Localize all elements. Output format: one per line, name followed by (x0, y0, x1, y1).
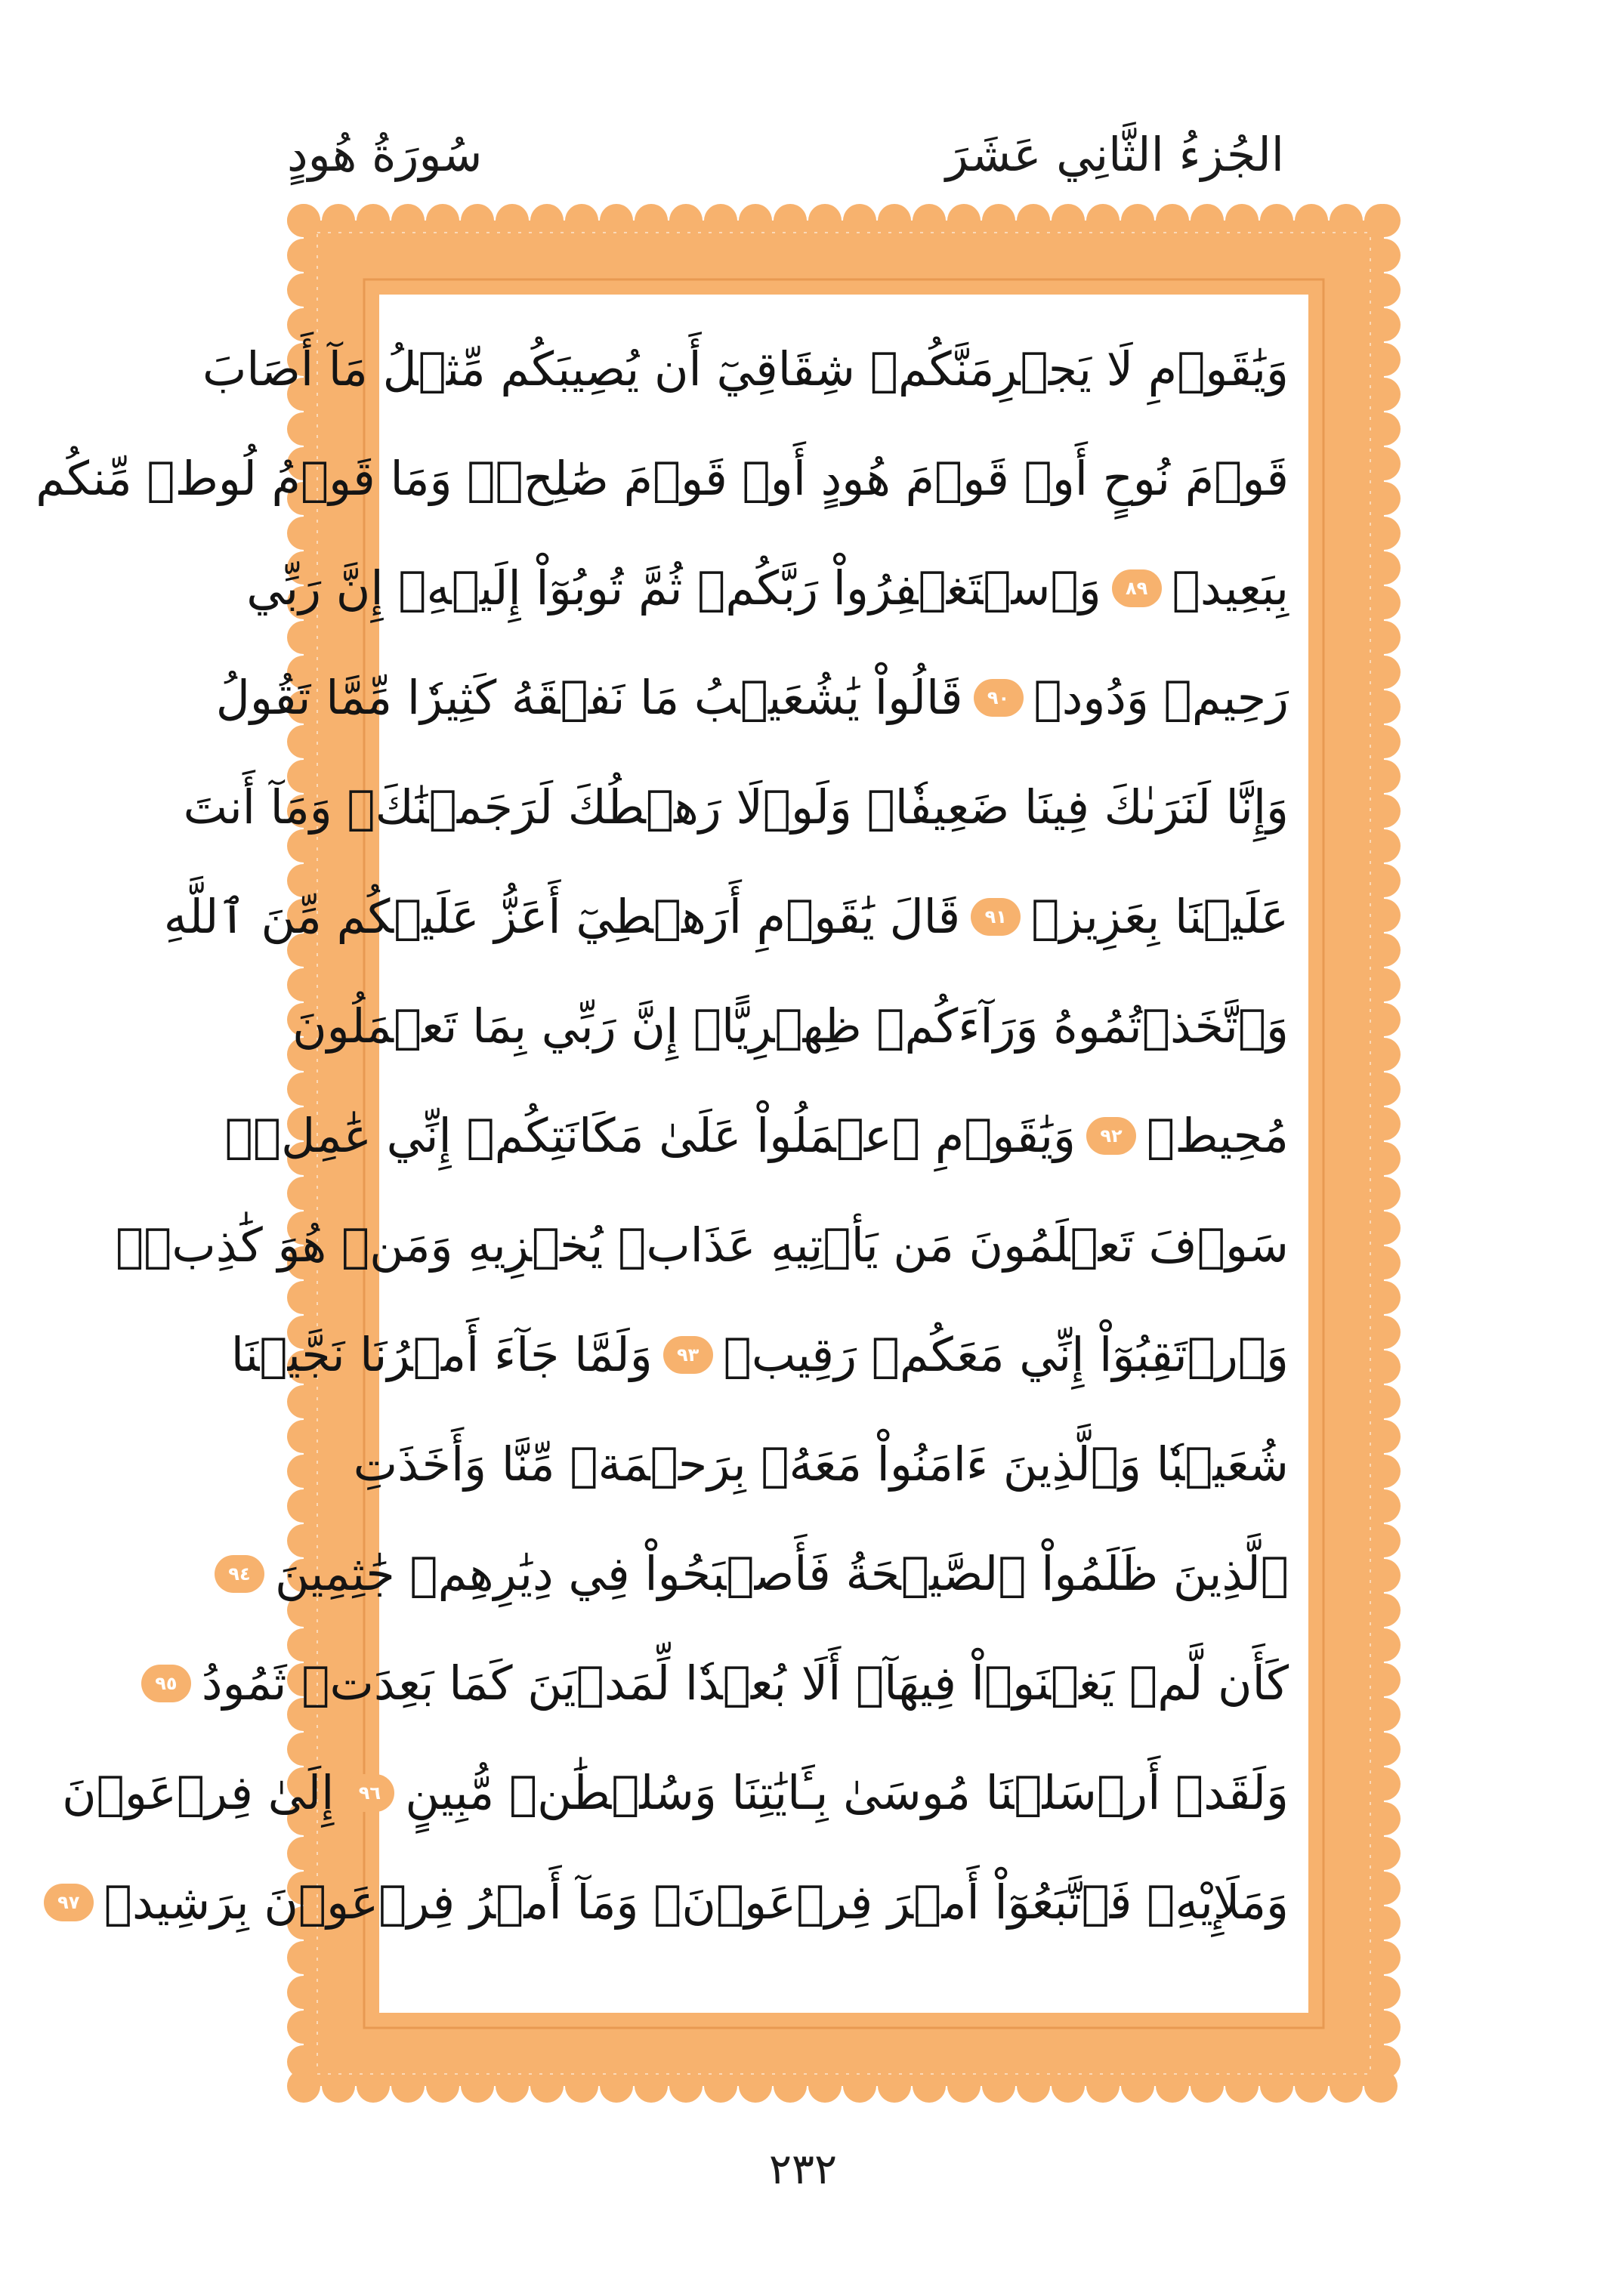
text-line (62, 1738, 1289, 1847)
scallop (287, 1489, 320, 1523)
ayah-number-marker: ٩٥ (141, 1665, 191, 1702)
text-line (155, 1628, 1289, 1738)
text-line (183, 752, 1289, 862)
scallop (1367, 1281, 1401, 1314)
scallop (669, 204, 703, 237)
scallop (1367, 308, 1401, 341)
scallop (1367, 760, 1401, 793)
scallop (1367, 1246, 1401, 1279)
scallop (1367, 690, 1401, 724)
verse-text: بِبَعِيدٖ (1172, 560, 1289, 616)
scallop (1156, 2069, 1189, 2103)
ayah-number-marker: ٩٢ (1086, 1117, 1136, 1155)
scallop (1367, 621, 1401, 654)
scallop (1121, 204, 1154, 237)
scallop (1367, 1316, 1401, 1349)
scallop (1367, 1385, 1401, 1418)
verse-text: وَيَٰقَوۡمِ ٱعۡمَلُواْ عَلَىٰ مَكَانَتِكُمۡ إِنِّي عَٰمِلٞۖ (224, 1108, 1076, 1163)
scallop (1367, 482, 1401, 515)
scallop (287, 621, 320, 654)
scallop (1225, 2069, 1259, 2103)
scallop (1121, 2069, 1154, 2103)
scallop (982, 2069, 1015, 2103)
scallop (1367, 899, 1401, 932)
scallop (635, 204, 668, 237)
scallop (878, 204, 911, 237)
quran-text-area (36, 295, 1308, 2013)
scallop (1017, 204, 1050, 237)
ayah-number-marker: ٩٣ (663, 1336, 713, 1374)
scallop (287, 308, 320, 341)
scallop (739, 2069, 772, 2103)
verse-text: وَٱسۡتَغۡفِرُواْ رَبَّكُمۡ ثُمَّ تُوبُوٓاْ إِلَيۡهِۚ إِنَّ رَبِّي (246, 560, 1101, 616)
scallop (287, 412, 320, 446)
text-line (36, 424, 1289, 533)
scallop (391, 204, 425, 237)
scallop (1367, 1524, 1401, 1557)
scallop (287, 273, 320, 307)
scallop (1367, 2045, 1401, 2078)
verse-text: قَوۡمَ نُوحٍ أَوۡ قَوۡمَ هُودٍ أَوۡ قَوۡمَ صَٰلِحٖۚ وَمَا قَوۡمُ لُوطٖ مِّنكُم (36, 451, 1289, 506)
scallop (1367, 343, 1401, 376)
scallop (287, 204, 320, 237)
ayah-number-marker: ٩٠ (974, 679, 1024, 717)
scallop (913, 204, 946, 237)
scallop (1367, 968, 1401, 1001)
text-lines (36, 314, 1289, 1957)
verse-text: سَوۡفَ تَعۡلَمُونَ مَن يَأۡتِيهِ عَذَابٞ يُخۡزِيهِ وَمَنۡ هُوَ كَٰذِبٞۖ (115, 1217, 1289, 1273)
text-line (353, 1409, 1289, 1519)
verse-text: قَالَ يَٰقَوۡمِ أَرَهۡطِيٓ أَعَزُّ عَلَيۡكُم مِّنَ ٱللَّهِ (163, 889, 961, 944)
ayah-number-marker: ٨٩ (1112, 569, 1162, 607)
scallop (1367, 1698, 1401, 1731)
text-line (57, 1847, 1289, 1957)
scallop (774, 204, 807, 237)
verse-text: إِلَىٰ فِرۡعَوۡنَ (62, 1765, 335, 1820)
scallop (1367, 1038, 1401, 1071)
scallop (1367, 1072, 1401, 1106)
scallop (1367, 829, 1401, 863)
text-line (215, 643, 1289, 752)
scallop (1367, 551, 1401, 585)
scallop (1367, 517, 1401, 550)
scallop (530, 2069, 564, 2103)
scallop (287, 1941, 320, 1974)
scallop (287, 1072, 320, 1106)
scallop (1017, 2069, 1050, 2103)
verse-text: كَأَن لَّمۡ يَغۡنَوۡاْ فِيهَآۗ أَلَا بُعۡدٗا لِّمَدۡيَنَ كَمَا بَعِدَتۡ ثَمُودُ (201, 1656, 1289, 1711)
surah-title: سُورَةُ هُودٍ (287, 127, 483, 182)
scallop (1367, 795, 1401, 828)
decorative-frame (36, 205, 1399, 2101)
scallop (1367, 864, 1401, 897)
scallop (1367, 1663, 1401, 1696)
scallop (391, 2069, 425, 2103)
scallop (496, 2069, 529, 2103)
scallop (1367, 1594, 1401, 1627)
scallop (1367, 273, 1401, 307)
scallop (1367, 204, 1401, 237)
scallop (287, 239, 320, 272)
verse-text: وَإِنَّا لَنَرَىٰكَ فِينَا ضَعِيفٗاۖ وَلَوۡلَا رَهۡطُكَ لَرَجَمۡنَٰكَۖ وَمَآ أَنتَ (183, 779, 1289, 835)
scallop (287, 2011, 320, 2044)
scallop (1367, 725, 1401, 758)
scallop (1367, 412, 1401, 446)
verse-text: وَٱتَّخَذۡتُمُوهُ وَرَآءَكُمۡ ظِهۡرِيًّاۖ إِنَّ رَبِّي بِمَا تَعۡمَلُونَ (292, 998, 1289, 1054)
scallop (1367, 1455, 1401, 1488)
scallop (287, 1733, 320, 1766)
scallop (635, 2069, 668, 2103)
scallop (1367, 1003, 1401, 1036)
scallop (426, 2069, 459, 2103)
scallop (878, 2069, 911, 2103)
verse-text: وَٱرۡتَقِبُوٓاْ إِنِّي مَعَكُمۡ رَقِيبٞ (723, 1327, 1289, 1382)
text-line (292, 971, 1289, 1081)
scallop (1260, 204, 1293, 237)
verse-text: رَحِيمٞ وَدُودٞ (1033, 670, 1289, 725)
scallop (287, 1976, 320, 2009)
ayah-number-marker: ٩٤ (215, 1555, 264, 1593)
scallop (1225, 204, 1259, 237)
scallop (1367, 656, 1401, 689)
scallop (739, 204, 772, 237)
text-line (163, 862, 1289, 971)
scallop (1367, 934, 1401, 967)
scallop (287, 1385, 320, 1418)
scallop (1367, 239, 1401, 272)
scallop (287, 517, 320, 550)
scallop (669, 2069, 703, 2103)
scallop (1367, 1906, 1401, 1940)
scallop (1367, 1628, 1401, 1662)
scallop (287, 1837, 320, 1870)
verse-text: وَلَمَّا جَآءَ أَمۡرُنَا نَجَّيۡنَا (230, 1327, 653, 1382)
text-line (230, 1300, 1289, 1409)
scallop (1367, 1211, 1401, 1245)
scallop (287, 1281, 320, 1314)
scallop (287, 1420, 320, 1453)
scallop (1367, 2011, 1401, 2044)
text-line (228, 1519, 1289, 1628)
verse-text: ٱلَّذِينَ ظَلَمُواْ ٱلصَّيۡحَةُ فَأَصۡبَحُواْ فِي دِيَٰرِهِمۡ جَٰثِمِينَ (274, 1546, 1289, 1601)
scallop (287, 725, 320, 758)
scallop (1156, 204, 1189, 237)
scallop (1367, 378, 1401, 411)
scallop (1367, 1420, 1401, 1453)
ayah-number-marker: ٩٦ (344, 1774, 394, 1812)
scallop (530, 204, 564, 237)
scallop (1260, 2069, 1293, 2103)
scallop (426, 204, 459, 237)
scallop (1367, 1489, 1401, 1523)
scallop (1367, 586, 1401, 619)
page-number: ٢٣٢ (768, 2145, 838, 2194)
verse-text: قَالُواْ يَٰشُعَيۡبُ مَا نَفۡقَهُ كَثِيرٗا مِّمَّا تَقُولُ (215, 670, 963, 725)
scallop (1367, 1837, 1401, 1870)
scallop (1367, 1559, 1401, 1592)
juz-title: الجُزءُ الثَّانِي عَشَرَ (945, 127, 1284, 182)
scallop (1367, 1802, 1401, 1835)
scallop (913, 2069, 946, 2103)
scallop (1367, 447, 1401, 480)
scallop (287, 968, 320, 1001)
scallop (1367, 1350, 1401, 1384)
scallop (774, 2069, 807, 2103)
scallop (982, 204, 1015, 237)
text-line (224, 1081, 1289, 1190)
scallop (1367, 1142, 1401, 1175)
scallop (1367, 1107, 1401, 1140)
verse-text: وَلَقَدۡ أَرۡسَلۡنَا مُوسَىٰ بِـَٔايَٰتِنَا وَسُلۡطَٰنٖ مُّبِينٍ (405, 1765, 1289, 1820)
scallop (1367, 1767, 1401, 1801)
scallop (1367, 1976, 1401, 2009)
scallop (287, 1177, 320, 1210)
text-line (246, 533, 1289, 643)
text-line (115, 1190, 1289, 1300)
verse-text: مُحِيطٞ (1147, 1108, 1289, 1163)
text-line (202, 314, 1289, 424)
scallop (1367, 1941, 1401, 1974)
scallop (287, 2045, 320, 2078)
scallop (496, 204, 529, 237)
verse-text: عَلَيۡنَا بِعَزِيزٖ (1031, 889, 1289, 944)
ayah-number-marker: ٩٧ (44, 1884, 94, 1921)
verse-text: وَمَلَإِيْهِۦ فَٱتَّبَعُوٓاْ أَمۡرَ فِرۡعَوۡنَۖ وَمَآ أَمۡرُ فِرۡعَوۡنَ بِرَشِيدٖ (103, 1875, 1289, 1930)
verse-text: شُعَيۡبٗا وَٱلَّذِينَ ءَامَنُواْ مَعَهُۥ بِرَحۡمَةٖ مِّنَّا وَأَخَذَتِ (353, 1437, 1289, 1492)
scallop (287, 1455, 320, 1488)
scallop (1367, 1177, 1401, 1210)
verse-text: وَيَٰقَوۡمِ لَا يَجۡرِمَنَّكُمۡ شِقَاقِيٓ أَن يُصِيبَكُم مِّثۡلُ مَآ أَصَابَ (202, 341, 1289, 397)
scallop (1367, 1733, 1401, 1766)
page-header (287, 113, 1284, 204)
ayah-number-marker: ٩١ (971, 898, 1021, 936)
scallop (1367, 1872, 1401, 1905)
